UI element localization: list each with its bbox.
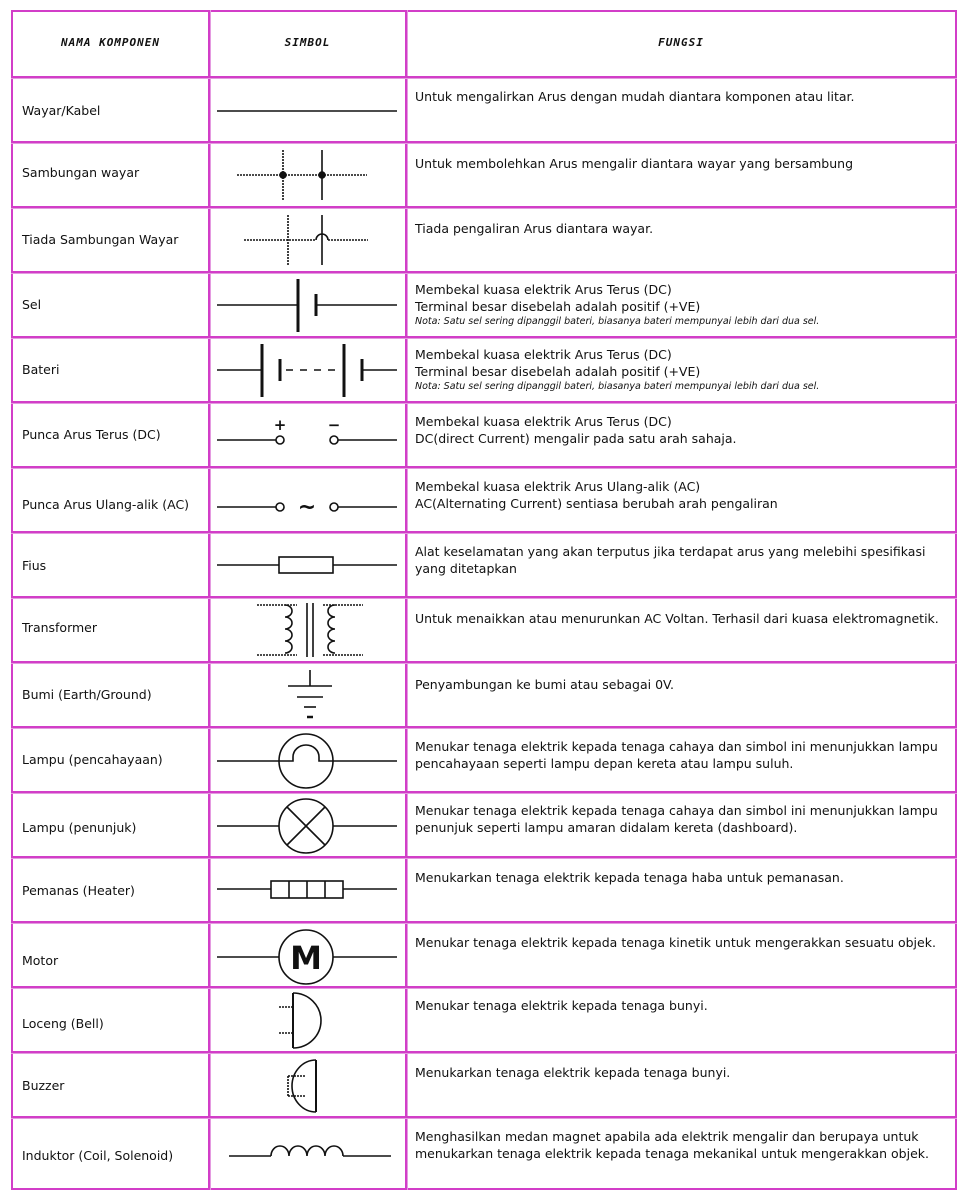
row-name: Fius xyxy=(22,558,47,573)
plus-sign: + xyxy=(273,416,287,434)
row-divider xyxy=(11,986,957,989)
row-name: Tiada Sambungan Wayar xyxy=(22,232,179,247)
row-name: Bateri xyxy=(22,362,60,377)
row-description: Untuk membolehkan Arus mengalir diantara wayar yang bersambung xyxy=(415,156,854,171)
row-name: Lampu (penunjuk) xyxy=(22,820,137,835)
row-divider xyxy=(11,1116,957,1119)
row-description: Membekal kuasa elektrik Arus Terus (DC) DC(direct Current) mengalir pada satu arah sahaja. xyxy=(415,414,737,446)
wire-crossing-symbol xyxy=(211,209,407,271)
row-name: Sambungan wayar xyxy=(22,165,140,180)
row-description: Untuk mengalirkan Arus dengan mudah diantara komponen atau litar. xyxy=(415,89,855,104)
row-divider xyxy=(11,531,957,534)
battery-symbol xyxy=(211,339,407,401)
wire-symbol xyxy=(211,79,407,141)
row-note: Nota: Satu sel sering dipanggil bateri, biasanya bateri mempunyai lebih dari dua sel. xyxy=(415,316,820,327)
row-divider xyxy=(11,206,957,209)
wire-junction-symbol xyxy=(211,144,407,206)
row-description: Tiada pengaliran Arus diantara wayar. xyxy=(415,221,654,236)
row-name: Sel xyxy=(22,297,42,312)
bell-symbol xyxy=(211,989,407,1051)
row-divider xyxy=(11,141,957,144)
row-note: Nota: Satu sel sering dipanggil bateri, biasanya bateri mempunyai lebih dari dua sel. xyxy=(415,381,820,392)
row-name: Buzzer xyxy=(22,1078,65,1093)
row-description: Menukarkan tenaga elektrik kepada tenaga bunyi. xyxy=(415,1065,731,1080)
motor-symbol xyxy=(211,924,407,986)
inductor-symbol xyxy=(211,1120,407,1182)
row-divider xyxy=(11,336,957,339)
row-divider xyxy=(11,1051,957,1054)
row-description: Penyambungan ke bumi atau sebagai 0V. xyxy=(415,677,674,692)
row-description: Untuk menaikkan atau menurunkan AC Voltan. Terhasil dari kuasa elektromagnetik. xyxy=(415,611,939,626)
row-divider xyxy=(11,791,957,794)
row-description: Menghasilkan medan magnet apabila ada elektrik mengalir dan berupaya untuk menukarkan tenaga elektrik kepada tenaga mekanikal untuk mengerakkan objek. xyxy=(415,1129,929,1161)
motor-letter: M xyxy=(290,939,322,977)
heater-symbol xyxy=(211,859,407,921)
ac-supply-symbol xyxy=(211,469,407,531)
row-name: Loceng (Bell) xyxy=(22,1016,104,1031)
transformer-symbol xyxy=(211,599,407,661)
row-name: Punca Arus Ulang-alik (AC) xyxy=(22,497,190,512)
row-name: Bumi (Earth/Ground) xyxy=(22,687,152,702)
tilde-sign: ~ xyxy=(297,495,317,520)
row-divider xyxy=(11,596,957,599)
row-divider xyxy=(11,661,957,664)
row-name: Pemanas (Heater) xyxy=(22,883,135,898)
row-divider xyxy=(11,401,957,404)
row-divider xyxy=(11,726,957,729)
header-nama-komponen: NAMA KOMPONEN xyxy=(60,36,161,49)
row-description: Menukarkan tenaga elektrik kepada tenaga haba untuk pemanasan. xyxy=(415,870,844,885)
buzzer-symbol xyxy=(211,1054,407,1116)
row-divider xyxy=(11,856,957,859)
row-name: Transformer xyxy=(22,620,98,635)
lamp-indicator-symbol xyxy=(211,794,407,856)
header-fungsi: FUNGSI xyxy=(658,36,704,49)
row-divider xyxy=(11,271,957,274)
row-description: Alat keselamatan yang akan terputus jika terdapat arus yang melebihi spesifikasi yang ditetapkan xyxy=(415,544,926,576)
row-description: Menukar tenaga elektrik kepada tenaga bunyi. xyxy=(415,998,708,1013)
header-simbol: SIMBOL xyxy=(284,36,331,49)
row-name: Induktor (Coil, Solenoid) xyxy=(22,1148,174,1163)
dc-supply-symbol xyxy=(211,404,407,466)
row-divider xyxy=(11,921,957,924)
row-description: Membekal kuasa elektrik Arus Terus (DC) Terminal besar disebelah adalah positif (+VE) Nota: Satu sel sering dipanggil bateri, biasanya bateri mempunyai lebih dari dua sel. xyxy=(415,281,945,328)
row-description: Menukar tenaga elektrik kepada tenaga cahaya dan simbol ini menunjukkan lampu penunjuk seperti lampu amaran didalam kereta (dashboard). xyxy=(415,803,938,835)
row-divider xyxy=(11,76,957,79)
row-name: Wayar/Kabel xyxy=(22,103,101,118)
row-description: Membekal kuasa elektrik Arus Ulang-alik (AC) AC(Alternating Current) sentiasa berubah arah pengaliran xyxy=(415,479,778,511)
row-divider xyxy=(11,466,957,469)
row-name: Lampu (pencahayaan) xyxy=(22,752,163,767)
row-name: Motor xyxy=(22,953,59,968)
row-description: Menukar tenaga elektrik kepada tenaga kinetik untuk mengerakkan sesuatu objek. xyxy=(415,935,936,950)
row-description: Membekal kuasa elektrik Arus Terus (DC) Terminal besar disebelah adalah positif (+VE) Nota: Satu sel sering dipanggil bateri, biasanya bateri mempunyai lebih dari dua sel. xyxy=(415,346,945,393)
row-description: Menukar tenaga elektrik kepada tenaga cahaya dan simbol ini menunjukkan lampu pencahayaan seperti lampu depan kereta atau lampu suluh. xyxy=(415,739,938,771)
row-name: Punca Arus Terus (DC) xyxy=(22,427,161,442)
cell-symbol xyxy=(211,274,407,336)
lamp-lighting-symbol xyxy=(211,729,407,791)
fuse-symbol xyxy=(211,534,407,596)
minus-sign: − xyxy=(327,416,341,434)
ground-symbol xyxy=(211,664,407,726)
